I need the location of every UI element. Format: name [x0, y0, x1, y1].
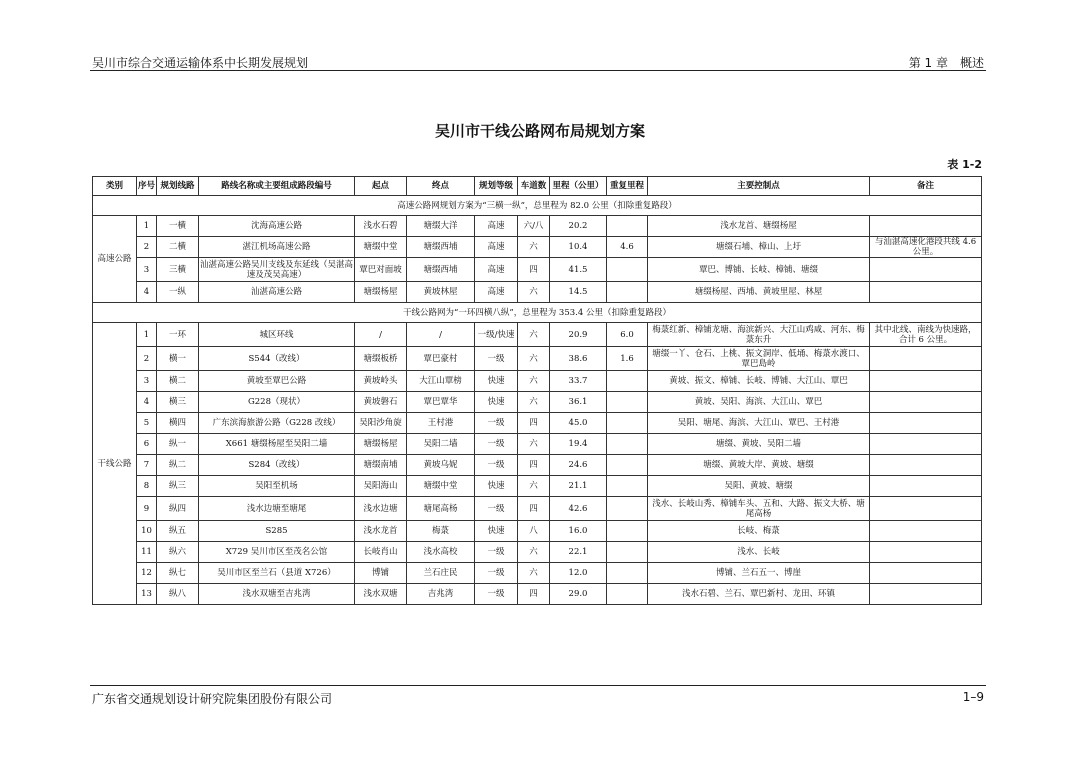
- lanes-cell: 四: [518, 413, 550, 434]
- overlap-mileage-cell: [607, 521, 648, 542]
- category-cell: 干线公路: [93, 323, 137, 605]
- row-index-cell: 7: [137, 455, 157, 476]
- row-index-cell: 2: [137, 237, 157, 258]
- row-index-cell: 9: [137, 497, 157, 521]
- remarks-cell: 其中北线、南线为快速路，合计 6 公里。: [870, 323, 982, 347]
- mileage-cell: 45.0: [550, 413, 607, 434]
- grade-cell: 高速: [475, 282, 518, 303]
- start-point-cell: 塘缀中堂: [355, 237, 407, 258]
- end-point-cell: 梅菉: [407, 521, 475, 542]
- table-row: [93, 434, 982, 455]
- row-index-cell: 3: [137, 258, 157, 282]
- lanes-cell: 六: [518, 282, 550, 303]
- control-points-cell: 塘缀、黄坡、吴阳二墙: [648, 434, 870, 455]
- table-row: [93, 455, 982, 476]
- start-point-cell: /: [355, 323, 407, 347]
- route-code-cell: 一环: [157, 323, 199, 347]
- control-points-cell: 塘缀、黄坡大岸、黄坡、塘缀: [648, 455, 870, 476]
- route-code-cell: 二横: [157, 237, 199, 258]
- row-index-cell: 2: [137, 347, 157, 371]
- route-code-cell: 纵八: [157, 584, 199, 605]
- route-code-cell: 一纵: [157, 282, 199, 303]
- route-code-cell: 纵四: [157, 497, 199, 521]
- mileage-cell: 14.5: [550, 282, 607, 303]
- mileage-cell: 20.2: [550, 216, 607, 237]
- lanes-cell: 四: [518, 455, 550, 476]
- table-row: [93, 584, 982, 605]
- route-code-cell: 横三: [157, 392, 199, 413]
- overlap-mileage-cell: 1.6: [607, 347, 648, 371]
- route-name-cell: S285: [199, 521, 355, 542]
- route-name-cell: X729 吴川市区至茂名公馆: [199, 542, 355, 563]
- column-header: 车道数: [518, 177, 550, 196]
- mileage-cell: 16.0: [550, 521, 607, 542]
- route-code-cell: 纵五: [157, 521, 199, 542]
- remarks-cell: [870, 455, 982, 476]
- section-summary: 高速公路网规划方案为“三横一纵”，总里程为 82.0 公里（扣除重复路段）: [93, 196, 982, 216]
- route-name-cell: 广东滨海旅游公路（G228 改线）: [199, 413, 355, 434]
- lanes-cell: 四: [518, 258, 550, 282]
- column-header: 规划等级: [475, 177, 518, 196]
- end-point-cell: 黄坡乌妮: [407, 455, 475, 476]
- lanes-cell: 六: [518, 476, 550, 497]
- grade-cell: 快速: [475, 392, 518, 413]
- start-point-cell: 长岐肖山: [355, 542, 407, 563]
- mileage-cell: 22.1: [550, 542, 607, 563]
- control-points-cell: 塘缀杨屋、西埔、黄坡里屋、林屋: [648, 282, 870, 303]
- grade-cell: 一级: [475, 455, 518, 476]
- grade-cell: 快速: [475, 521, 518, 542]
- table-row: [93, 371, 982, 392]
- start-point-cell: 黄坡磐石: [355, 392, 407, 413]
- end-point-cell: 塘缀西埔: [407, 237, 475, 258]
- route-code-cell: 纵六: [157, 542, 199, 563]
- end-point-cell: 大江山覃榜: [407, 371, 475, 392]
- start-point-cell: 浅水石碧: [355, 216, 407, 237]
- overlap-mileage-cell: [607, 392, 648, 413]
- mileage-cell: 33.7: [550, 371, 607, 392]
- remarks-cell: [870, 542, 982, 563]
- start-point-cell: 黄坡岭头: [355, 371, 407, 392]
- mileage-cell: 21.1: [550, 476, 607, 497]
- overlap-mileage-cell: [607, 258, 648, 282]
- route-name-cell: 吴阳至机场: [199, 476, 355, 497]
- overlap-mileage-cell: [607, 282, 648, 303]
- category-cell: 高速公路: [93, 216, 137, 303]
- column-header: 序号: [137, 177, 157, 196]
- column-header: 起点: [355, 177, 407, 196]
- column-header: 终点: [407, 177, 475, 196]
- route-plan-table: [92, 176, 982, 605]
- overlap-mileage-cell: [607, 413, 648, 434]
- overlap-mileage-cell: [607, 216, 648, 237]
- section-summary: 干线公路网为“一环四横八纵”，总里程为 353.4 公里（扣除重复路段）: [93, 303, 982, 323]
- start-point-cell: 塘缀板桥: [355, 347, 407, 371]
- start-point-cell: 覃巴对面坡: [355, 258, 407, 282]
- grade-cell: 高速: [475, 258, 518, 282]
- table-row: [93, 392, 982, 413]
- end-point-cell: 覃巴豪村: [407, 347, 475, 371]
- control-points-cell: 博铺、兰石五一、博崖: [648, 563, 870, 584]
- lanes-cell: 六: [518, 542, 550, 563]
- control-points-cell: 长岐、梅菉: [648, 521, 870, 542]
- mileage-cell: 20.9: [550, 323, 607, 347]
- remarks-cell: [870, 521, 982, 542]
- route-name-cell: 湛江机场高速公路: [199, 237, 355, 258]
- control-points-cell: 塘缀一丫、仓石、上桃、振文洞岸、低埇、梅菉水渡口、覃巴島岭: [648, 347, 870, 371]
- grade-cell: 一级: [475, 563, 518, 584]
- lanes-cell: 六: [518, 237, 550, 258]
- lanes-cell: 六/八: [518, 216, 550, 237]
- end-point-cell: 塘尾高杨: [407, 497, 475, 521]
- lanes-cell: 四: [518, 584, 550, 605]
- table-row: [93, 542, 982, 563]
- column-header: 重复里程: [607, 177, 648, 196]
- remarks-cell: [870, 497, 982, 521]
- control-points-cell: 黄坡、吴阳、海滨、大江山、覃巴: [648, 392, 870, 413]
- route-name-cell: 吴川市区至兰石（县道 X726）: [199, 563, 355, 584]
- row-index-cell: 4: [137, 282, 157, 303]
- running-header-chapter: 第 1 章 概述: [908, 56, 984, 70]
- end-point-cell: 浅水高校: [407, 542, 475, 563]
- overlap-mileage-cell: [607, 455, 648, 476]
- grade-cell: 快速: [475, 476, 518, 497]
- control-points-cell: 吴阳、塘尾、海滨、大江山、覃巴、王村港: [648, 413, 870, 434]
- route-code-cell: 纵七: [157, 563, 199, 584]
- row-index-cell: 4: [137, 392, 157, 413]
- grade-cell: 高速: [475, 237, 518, 258]
- row-index-cell: 13: [137, 584, 157, 605]
- control-points-cell: 吴阳、黄坡、塘缀: [648, 476, 870, 497]
- mileage-cell: 29.0: [550, 584, 607, 605]
- remarks-cell: [870, 413, 982, 434]
- column-header: 里程（公里）: [550, 177, 607, 196]
- control-points-cell: 覃巴、博铺、长岐、樟铺、塘缀: [648, 258, 870, 282]
- row-index-cell: 1: [137, 323, 157, 347]
- start-point-cell: 浅水边塘: [355, 497, 407, 521]
- lanes-cell: 六: [518, 392, 550, 413]
- end-point-cell: 吴阳二墙: [407, 434, 475, 455]
- grade-cell: 一级/快速: [475, 323, 518, 347]
- end-point-cell: 塘缀中堂: [407, 476, 475, 497]
- end-point-cell: 覃巴覃华: [407, 392, 475, 413]
- end-point-cell: 王村港: [407, 413, 475, 434]
- grade-cell: 一级: [475, 542, 518, 563]
- row-index-cell: 10: [137, 521, 157, 542]
- lanes-cell: 八: [518, 521, 550, 542]
- route-name-cell: G228（现状）: [199, 392, 355, 413]
- start-point-cell: 博铺: [355, 563, 407, 584]
- remarks-cell: [870, 216, 982, 237]
- row-index-cell: 6: [137, 434, 157, 455]
- table-row: [93, 563, 982, 584]
- start-point-cell: 塘缀杨屋: [355, 434, 407, 455]
- remarks-cell: 与汕湛高速化港段共线 4.6 公里。: [870, 237, 982, 258]
- grade-cell: 一级: [475, 347, 518, 371]
- table-row: [93, 476, 982, 497]
- overlap-mileage-cell: [607, 584, 648, 605]
- grade-cell: 一级: [475, 413, 518, 434]
- start-point-cell: 塘缀杨屋: [355, 282, 407, 303]
- route-name-cell: 浅水边塘至塘尾: [199, 497, 355, 521]
- page-number: 1–9: [962, 690, 984, 704]
- route-code-cell: 横四: [157, 413, 199, 434]
- remarks-cell: [870, 282, 982, 303]
- route-code-cell: 横二: [157, 371, 199, 392]
- start-point-cell: 浅水双塘: [355, 584, 407, 605]
- row-index-cell: 12: [137, 563, 157, 584]
- start-point-cell: 吴阳沙角旋: [355, 413, 407, 434]
- column-header: 备注: [870, 177, 982, 196]
- lanes-cell: 六: [518, 347, 550, 371]
- route-name-cell: 浅水双塘至吉兆湾: [199, 584, 355, 605]
- column-header: 主要控制点: [648, 177, 870, 196]
- grade-cell: 高速: [475, 216, 518, 237]
- table-row: [93, 413, 982, 434]
- route-name-cell: S284（改线）: [199, 455, 355, 476]
- running-header-title: 吴川市综合交通运输体系中长期发展规划: [92, 56, 309, 70]
- control-points-cell: 浅水龙首、塘缀杨屋: [648, 216, 870, 237]
- mileage-cell: 42.6: [550, 497, 607, 521]
- control-points-cell: 浅水石碧、兰石、覃巴新村、龙田、环镇: [648, 584, 870, 605]
- control-points-cell: 塘缀石埔、樟山、上圩: [648, 237, 870, 258]
- table-row: [93, 282, 982, 303]
- start-point-cell: 浅水龙首: [355, 521, 407, 542]
- overlap-mileage-cell: 6.0: [607, 323, 648, 347]
- grade-cell: 一级: [475, 434, 518, 455]
- grade-cell: 一级: [475, 584, 518, 605]
- table-number: 表 1-2: [947, 158, 982, 171]
- lanes-cell: 六: [518, 323, 550, 347]
- end-point-cell: 黄坡林屋: [407, 282, 475, 303]
- start-point-cell: 塘缀南埔: [355, 455, 407, 476]
- remarks-cell: [870, 563, 982, 584]
- remarks-cell: [870, 476, 982, 497]
- route-name-cell: 汕湛高速公路吴川支线及东延线（吴湛高速及茂吴高速）: [200, 259, 354, 280]
- column-header: 类别: [93, 177, 137, 196]
- section-summary-row: [93, 196, 982, 216]
- remarks-cell: [870, 347, 982, 371]
- mileage-cell: 12.0: [550, 563, 607, 584]
- grade-cell: 快速: [475, 371, 518, 392]
- table-row: [93, 347, 982, 371]
- mileage-cell: 10.4: [550, 237, 607, 258]
- overlap-mileage-cell: [607, 476, 648, 497]
- table-row: [93, 216, 982, 237]
- row-index-cell: 8: [137, 476, 157, 497]
- lanes-cell: 六: [518, 434, 550, 455]
- route-name-cell: 黄坡至覃巴公路: [199, 371, 355, 392]
- table-row: [93, 237, 982, 258]
- row-index-cell: 11: [137, 542, 157, 563]
- route-name-cell: 城区环线: [199, 323, 355, 347]
- mileage-cell: 38.6: [550, 347, 607, 371]
- route-name-cell: 沈海高速公路: [199, 216, 355, 237]
- overlap-mileage-cell: [607, 563, 648, 584]
- column-header: 规划线路: [157, 177, 199, 196]
- mileage-cell: 19.4: [550, 434, 607, 455]
- end-point-cell: 吉兆湾: [407, 584, 475, 605]
- mileage-cell: 41.5: [550, 258, 607, 282]
- mileage-cell: 24.6: [550, 455, 607, 476]
- end-point-cell: /: [407, 323, 475, 347]
- overlap-mileage-cell: [607, 542, 648, 563]
- route-code-cell: 三横: [157, 258, 199, 282]
- control-points-cell: 浅水、长岐: [648, 542, 870, 563]
- remarks-cell: [870, 584, 982, 605]
- lanes-cell: 四: [518, 497, 550, 521]
- table-row: [93, 323, 982, 347]
- end-point-cell: 兰石庄民: [407, 563, 475, 584]
- grade-cell: 一级: [475, 497, 518, 521]
- end-point-cell: 塘缀西埔: [407, 258, 475, 282]
- route-code-cell: 横一: [157, 347, 199, 371]
- route-code-cell: 一横: [157, 216, 199, 237]
- route-code-cell: 纵二: [157, 455, 199, 476]
- overlap-mileage-cell: [607, 497, 648, 521]
- header-rule: [90, 70, 986, 71]
- overlap-mileage-cell: [607, 434, 648, 455]
- route-name-cell: 汕湛高速公路: [199, 282, 355, 303]
- start-point-cell: 吴阳海山: [355, 476, 407, 497]
- footer-rule: [90, 685, 986, 686]
- control-points-cell: 黄坡、振文、樟铺、长岐、博铺、大江山、覃巴: [648, 371, 870, 392]
- overlap-mileage-cell: 4.6: [607, 237, 648, 258]
- route-name-cell: X661 塘缀杨屋至吴阳二墙: [199, 434, 355, 455]
- table-row: [93, 521, 982, 542]
- lanes-cell: 六: [518, 371, 550, 392]
- route-code-cell: 纵一: [157, 434, 199, 455]
- row-index-cell: 5: [137, 413, 157, 434]
- footer-publisher: 广东省交通规划设计研究院集团股份有限公司: [92, 692, 333, 706]
- remarks-cell: [870, 258, 982, 282]
- route-name-cell: S544（改线）: [199, 347, 355, 371]
- lanes-cell: 六: [518, 563, 550, 584]
- table-row: [93, 258, 982, 282]
- control-points-cell: 梅菉红新、樟铺龙塘、海滨新兴、大江山鸡咸、河东、梅菉东升: [648, 323, 870, 347]
- table-header-row: [93, 177, 982, 196]
- mileage-cell: 36.1: [550, 392, 607, 413]
- table-row: [93, 497, 982, 521]
- row-index-cell: 1: [137, 216, 157, 237]
- route-code-cell: 纵三: [157, 476, 199, 497]
- control-points-cell: 浅水、长岐山秀、樟铺车头、五和、大路、振文大桥、塘尾高杨: [648, 497, 870, 521]
- section-summary-row: [93, 303, 982, 323]
- column-header: 路线名称或主要组成路段编号: [199, 177, 355, 196]
- end-point-cell: 塘缀大洋: [407, 216, 475, 237]
- overlap-mileage-cell: [607, 371, 648, 392]
- document-title: 吴川市干线公路网布局规划方案: [434, 122, 645, 140]
- row-index-cell: 3: [137, 371, 157, 392]
- remarks-cell: [870, 392, 982, 413]
- remarks-cell: [870, 434, 982, 455]
- remarks-cell: [870, 371, 982, 392]
